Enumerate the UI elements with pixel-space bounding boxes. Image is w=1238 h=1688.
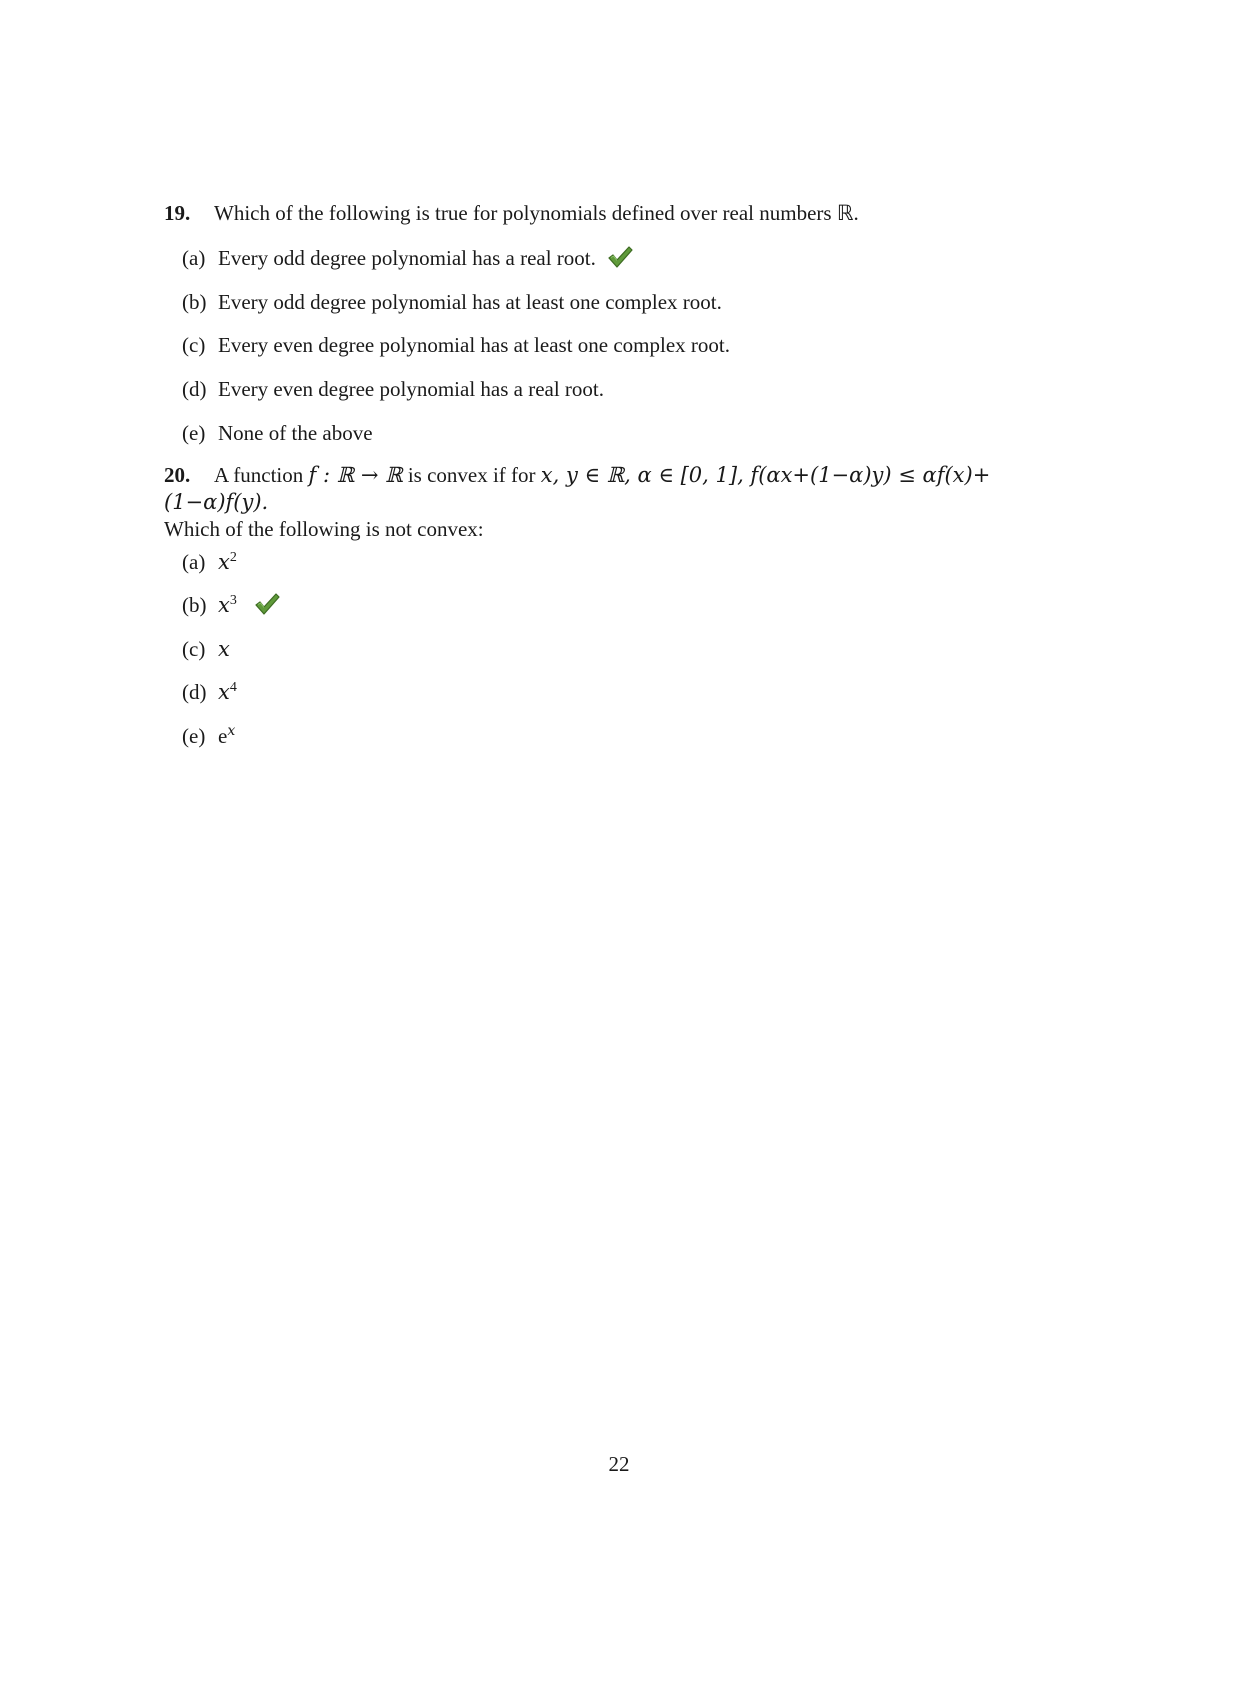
- checkmark-icon: [607, 245, 633, 269]
- option-text: None of the above: [218, 421, 373, 445]
- option-20e: [182, 721, 235, 751]
- question-20: [164, 462, 1074, 543]
- question-number: 19.: [164, 201, 191, 225]
- option-letter: (e): [182, 724, 206, 748]
- option-exponent: 2: [229, 550, 237, 565]
- page-number: 22: [608, 1452, 630, 1476]
- option-base: e: [218, 724, 228, 748]
- checkmark-icon: [254, 592, 280, 616]
- option-letter: (c): [182, 333, 206, 357]
- option-19b: [182, 287, 722, 317]
- option-base: x: [218, 637, 230, 661]
- function-map: f : ℝ → ℝ: [308, 463, 403, 487]
- option-19a: [182, 243, 633, 273]
- option-19d: [182, 374, 604, 404]
- option-letter: (d): [182, 680, 207, 704]
- option-letter: (b): [182, 593, 207, 617]
- option-20c: [182, 634, 230, 664]
- option-base: x: [218, 593, 230, 617]
- option-letter: (a): [182, 550, 206, 574]
- option-letter: (e): [182, 421, 206, 445]
- option-text: Every odd degree polynomial has a real root.: [218, 246, 596, 270]
- option-19c: [182, 330, 730, 360]
- question-prompt-start: A function: [214, 463, 304, 487]
- option-20d: [182, 677, 237, 707]
- option-letter: (d): [182, 377, 207, 401]
- option-letter: (b): [182, 290, 207, 314]
- option-base: x: [218, 550, 230, 574]
- option-exponent: 3: [229, 593, 237, 608]
- question-19: [164, 200, 1074, 227]
- question-prompt-mid: is convex if for: [407, 463, 536, 487]
- option-letter: (c): [182, 637, 206, 661]
- option-20b: [182, 590, 280, 620]
- option-letter: (a): [182, 246, 206, 270]
- reals-symbol: ℝ: [836, 201, 854, 225]
- option-text: Every odd degree polynomial has at least one complex root.: [218, 290, 722, 314]
- prompt-end: .: [853, 201, 859, 225]
- option-19e: [182, 418, 373, 448]
- option-exponent: 4: [229, 680, 237, 695]
- option-20a: [182, 547, 237, 577]
- question-number: 20.: [164, 463, 191, 487]
- question-prompt-line2: Which of the following is not convex:: [164, 517, 484, 541]
- question-prompt: Which of the following is true for polynomials defined over real numbers: [214, 201, 832, 225]
- convexity-condition: x, y ∈ ℝ, α ∈ [0, 1], f(αx+(1−α)y) ≤ αf(x)+(1−α)f(y).: [164, 463, 991, 514]
- option-text: Every even degree polynomial has a real root.: [218, 377, 605, 401]
- option-text: Every even degree polynomial has at least one complex root.: [218, 333, 730, 357]
- option-base: x: [218, 680, 230, 704]
- option-exponent: x: [227, 723, 236, 739]
